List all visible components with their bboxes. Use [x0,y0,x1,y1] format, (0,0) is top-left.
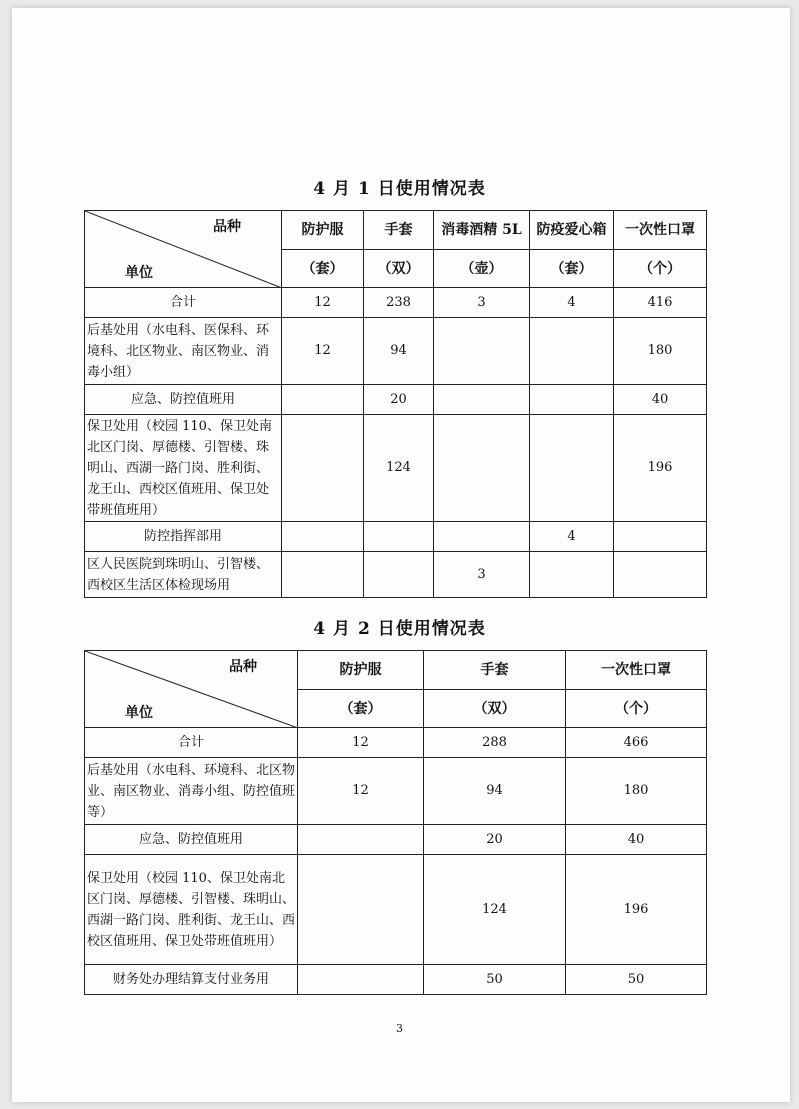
cell-value [614,522,707,552]
table1-unit: （个） [614,250,707,288]
table2-unit: （套） [298,690,424,728]
row-label: 区人民医院到珠明山、引智楼、西校区生活区体检现场用 [85,552,282,598]
row-label: 后基处用（水电科、医保科、环境科、北区物业、南区物业、消毒小组） [85,318,282,385]
table1-unit: （套） [282,250,364,288]
table-row [85,965,707,995]
cell-value: 416 [614,288,707,318]
page-number: 3 [396,1022,403,1035]
row-label: 应急、防控值班用 [85,385,282,415]
table2-header: 一次性口罩 [566,651,707,690]
table-row [85,288,707,318]
cell-value: 238 [364,288,434,318]
table-row [85,415,707,522]
cell-value: 196 [614,415,707,522]
table-row [85,385,707,415]
cell-value: 94 [364,318,434,385]
table1-corner-item: 品种 [213,219,241,235]
cell-value: 180 [566,758,707,825]
cell-value: 12 [282,288,364,318]
row-label: 后基处用（水电科、环境科、北区物业、南区物业、消毒小组、防控值班等） [85,758,298,825]
cell-value [434,385,530,415]
table-row [85,522,707,552]
row-label: 财务处办理结算支付业务用 [85,965,298,995]
table-row [85,758,707,825]
table1-header: 消毒酒精 5L [434,211,530,250]
cell-value: 94 [424,758,566,825]
table2-corner-unit: 单位 [125,705,153,721]
table2-corner-item: 品种 [229,659,257,675]
row-label: 保卫处用（校园 110、保卫处南北区门岗、厚德楼、引智楼、珠明山、西湖一路门岗、胜利街、龙王山、西校区值班用、保卫处带班值班用） [85,855,298,965]
table-row [85,825,707,855]
table1-corner-cell [85,211,282,288]
cell-value: 50 [424,965,566,995]
table-row [85,855,707,965]
table1-header: 一次性口罩 [614,211,707,250]
cell-value: 124 [424,855,566,965]
table1-title: 4 月 1 日使用情况表 [313,179,486,199]
cell-value: 196 [566,855,707,965]
cell-value: 3 [434,552,530,598]
cell-value [298,965,424,995]
table1-unit: （套） [530,250,614,288]
cell-value: 288 [424,728,566,758]
cell-value: 12 [298,758,424,825]
diagonal-line [85,211,282,288]
table1-header: 防护服 [282,211,364,250]
cell-value: 40 [566,825,707,855]
cell-value [298,825,424,855]
table1-header: 防疫爱心箱 [530,211,614,250]
table2-header: 手套 [424,651,566,690]
table1-corner-unit: 单位 [125,265,153,281]
table2-corner-cell [85,651,298,728]
cell-value [364,522,434,552]
diagonal-line [85,651,298,728]
cell-value [282,385,364,415]
cell-value: 40 [614,385,707,415]
table2-header: 防护服 [298,651,424,690]
table2-unit: （个） [566,690,707,728]
cell-value [530,552,614,598]
cell-value [282,522,364,552]
cell-value [530,385,614,415]
table-row [85,552,707,598]
cell-value: 3 [434,288,530,318]
cell-value [614,552,707,598]
table1-unit: （双） [364,250,434,288]
cell-value [364,552,434,598]
cell-value: 12 [282,318,364,385]
cell-value [434,415,530,522]
cell-value: 20 [364,385,434,415]
table2-unit: （双） [424,690,566,728]
cell-value: 20 [424,825,566,855]
cell-value [282,552,364,598]
row-label: 防控指挥部用 [85,522,282,552]
usage-table-apr1 [84,210,707,598]
table-row [85,318,707,385]
cell-value [434,318,530,385]
usage-table-apr2 [84,650,707,995]
cell-value: 180 [614,318,707,385]
cell-value [434,522,530,552]
cell-value: 4 [530,288,614,318]
cell-value [530,318,614,385]
table1-header: 手套 [364,211,434,250]
cell-value [530,415,614,522]
cell-value [282,415,364,522]
cell-value [298,855,424,965]
row-label: 合计 [85,288,282,318]
cell-value: 124 [364,415,434,522]
cell-value: 466 [566,728,707,758]
row-label: 保卫处用（校园 110、保卫处南北区门岗、厚德楼、引智楼、珠明山、西湖一路门岗、胜利街、龙王山、西校区值班用、保卫处带班值班用） [85,415,282,522]
cell-value: 12 [298,728,424,758]
row-label: 合计 [85,728,298,758]
table2-title: 4 月 2 日使用情况表 [313,619,486,639]
row-label: 应急、防控值班用 [85,825,298,855]
table-row [85,728,707,758]
table1-unit: （壶） [434,250,530,288]
cell-value: 4 [530,522,614,552]
cell-value: 50 [566,965,707,995]
